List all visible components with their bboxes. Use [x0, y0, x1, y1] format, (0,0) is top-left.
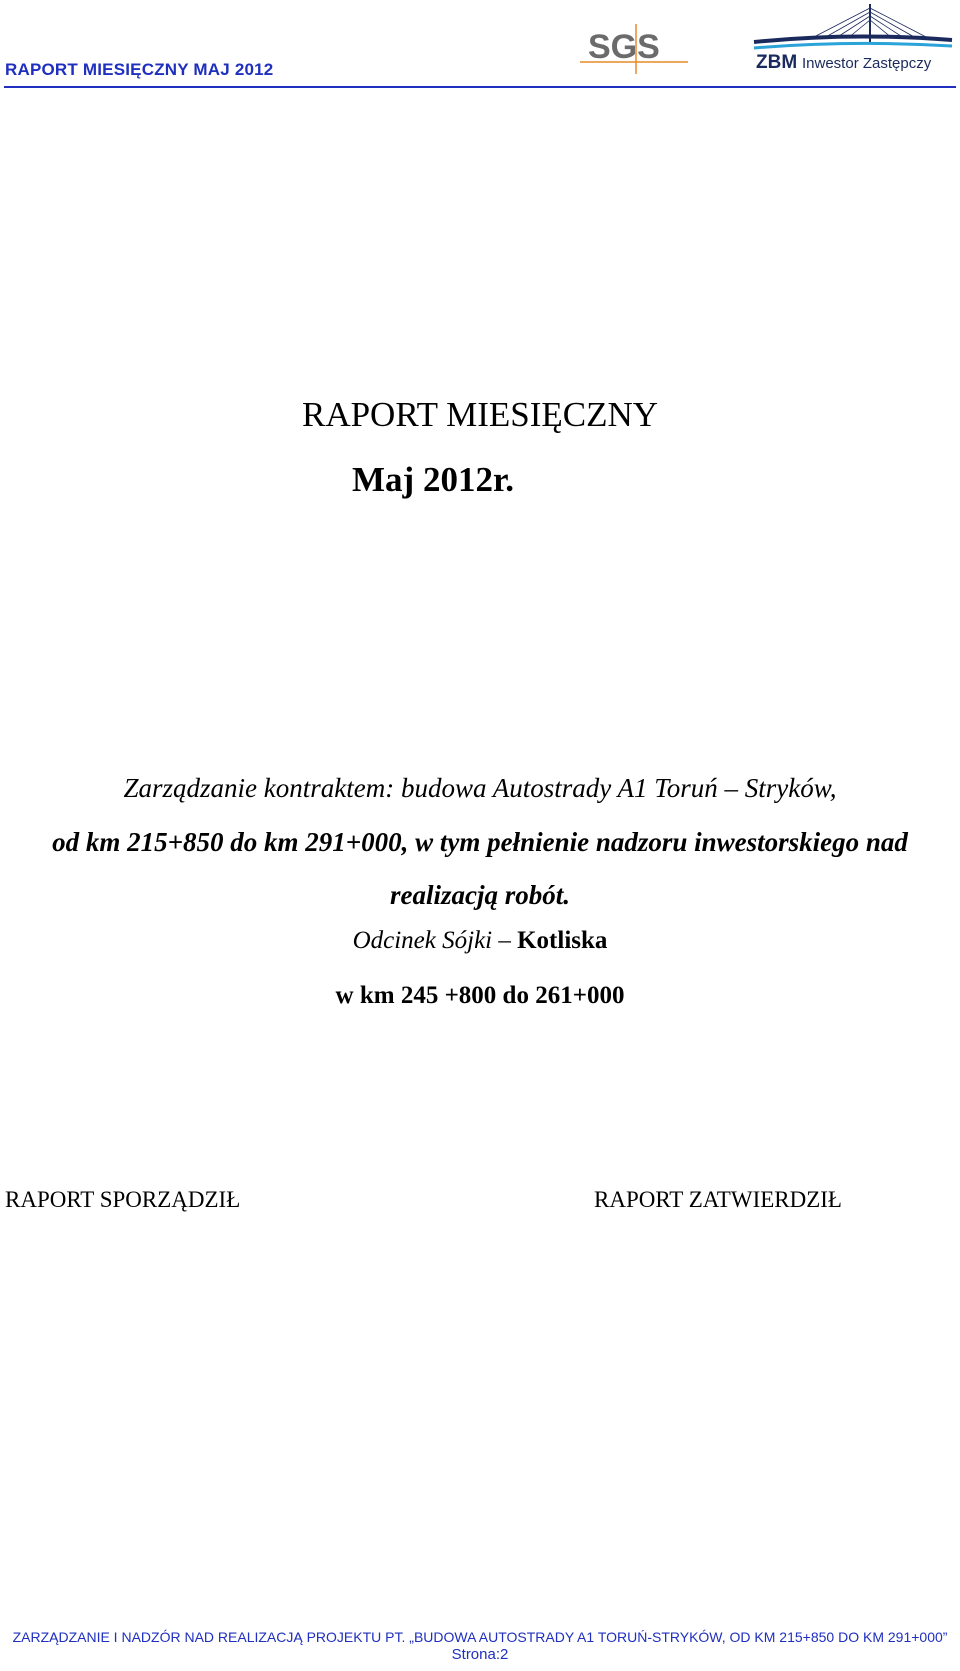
cover-scope-line-1: Zarządzanie kontraktem: budowa Autostrady A1 Toruń – Stryków,: [123, 773, 837, 803]
header-rule: [4, 86, 956, 88]
zbm-logo-subtext: Inwestor Zastępczy: [802, 55, 932, 72]
cover-section-prefix: Odcinek Sójki –: [352, 927, 511, 954]
footer-page-number: Strona:2: [451, 1646, 509, 1663]
zbm-logo-text: ZBM: [756, 52, 798, 73]
sgs-logo: [580, 18, 688, 76]
header-report-title: RAPORT MIESIĘCZNY MAJ 2012: [5, 60, 274, 79]
cover-scope-line-2: od km 215+850 do km 291+000, w tym pełnienie nadzoru inwestorskiego nad: [52, 827, 908, 857]
cover-scope-line-3: realizacją robót.: [390, 880, 570, 910]
cover-section-name: [0, 927, 960, 955]
cover-subtitle: Maj 2012r.: [352, 460, 515, 499]
prepared-by-label: RAPORT SPORZĄDZIŁ: [5, 1187, 241, 1212]
cover-section-suffix: Kotliska: [517, 927, 608, 954]
approved-by-label: RAPORT ZATWIERDZIŁ: [594, 1187, 842, 1212]
zbm-logo: [752, 2, 960, 78]
sgs-logo-text: SGS: [588, 28, 660, 66]
footer-project-note: ZARZĄDZANIE I NADZÓR NAD REALIZACJĄ PROJEKTU PT. „BUDOWA AUTOSTRADY A1 TORUŃ-STRYKÓW, OD KM 215+850 DO KM 291+000”: [12, 1629, 948, 1645]
cover-title: RAPORT MIESIĘCZNY: [301, 395, 659, 434]
cover-km-range: w km 245 +800 do 261+000: [335, 982, 625, 1009]
